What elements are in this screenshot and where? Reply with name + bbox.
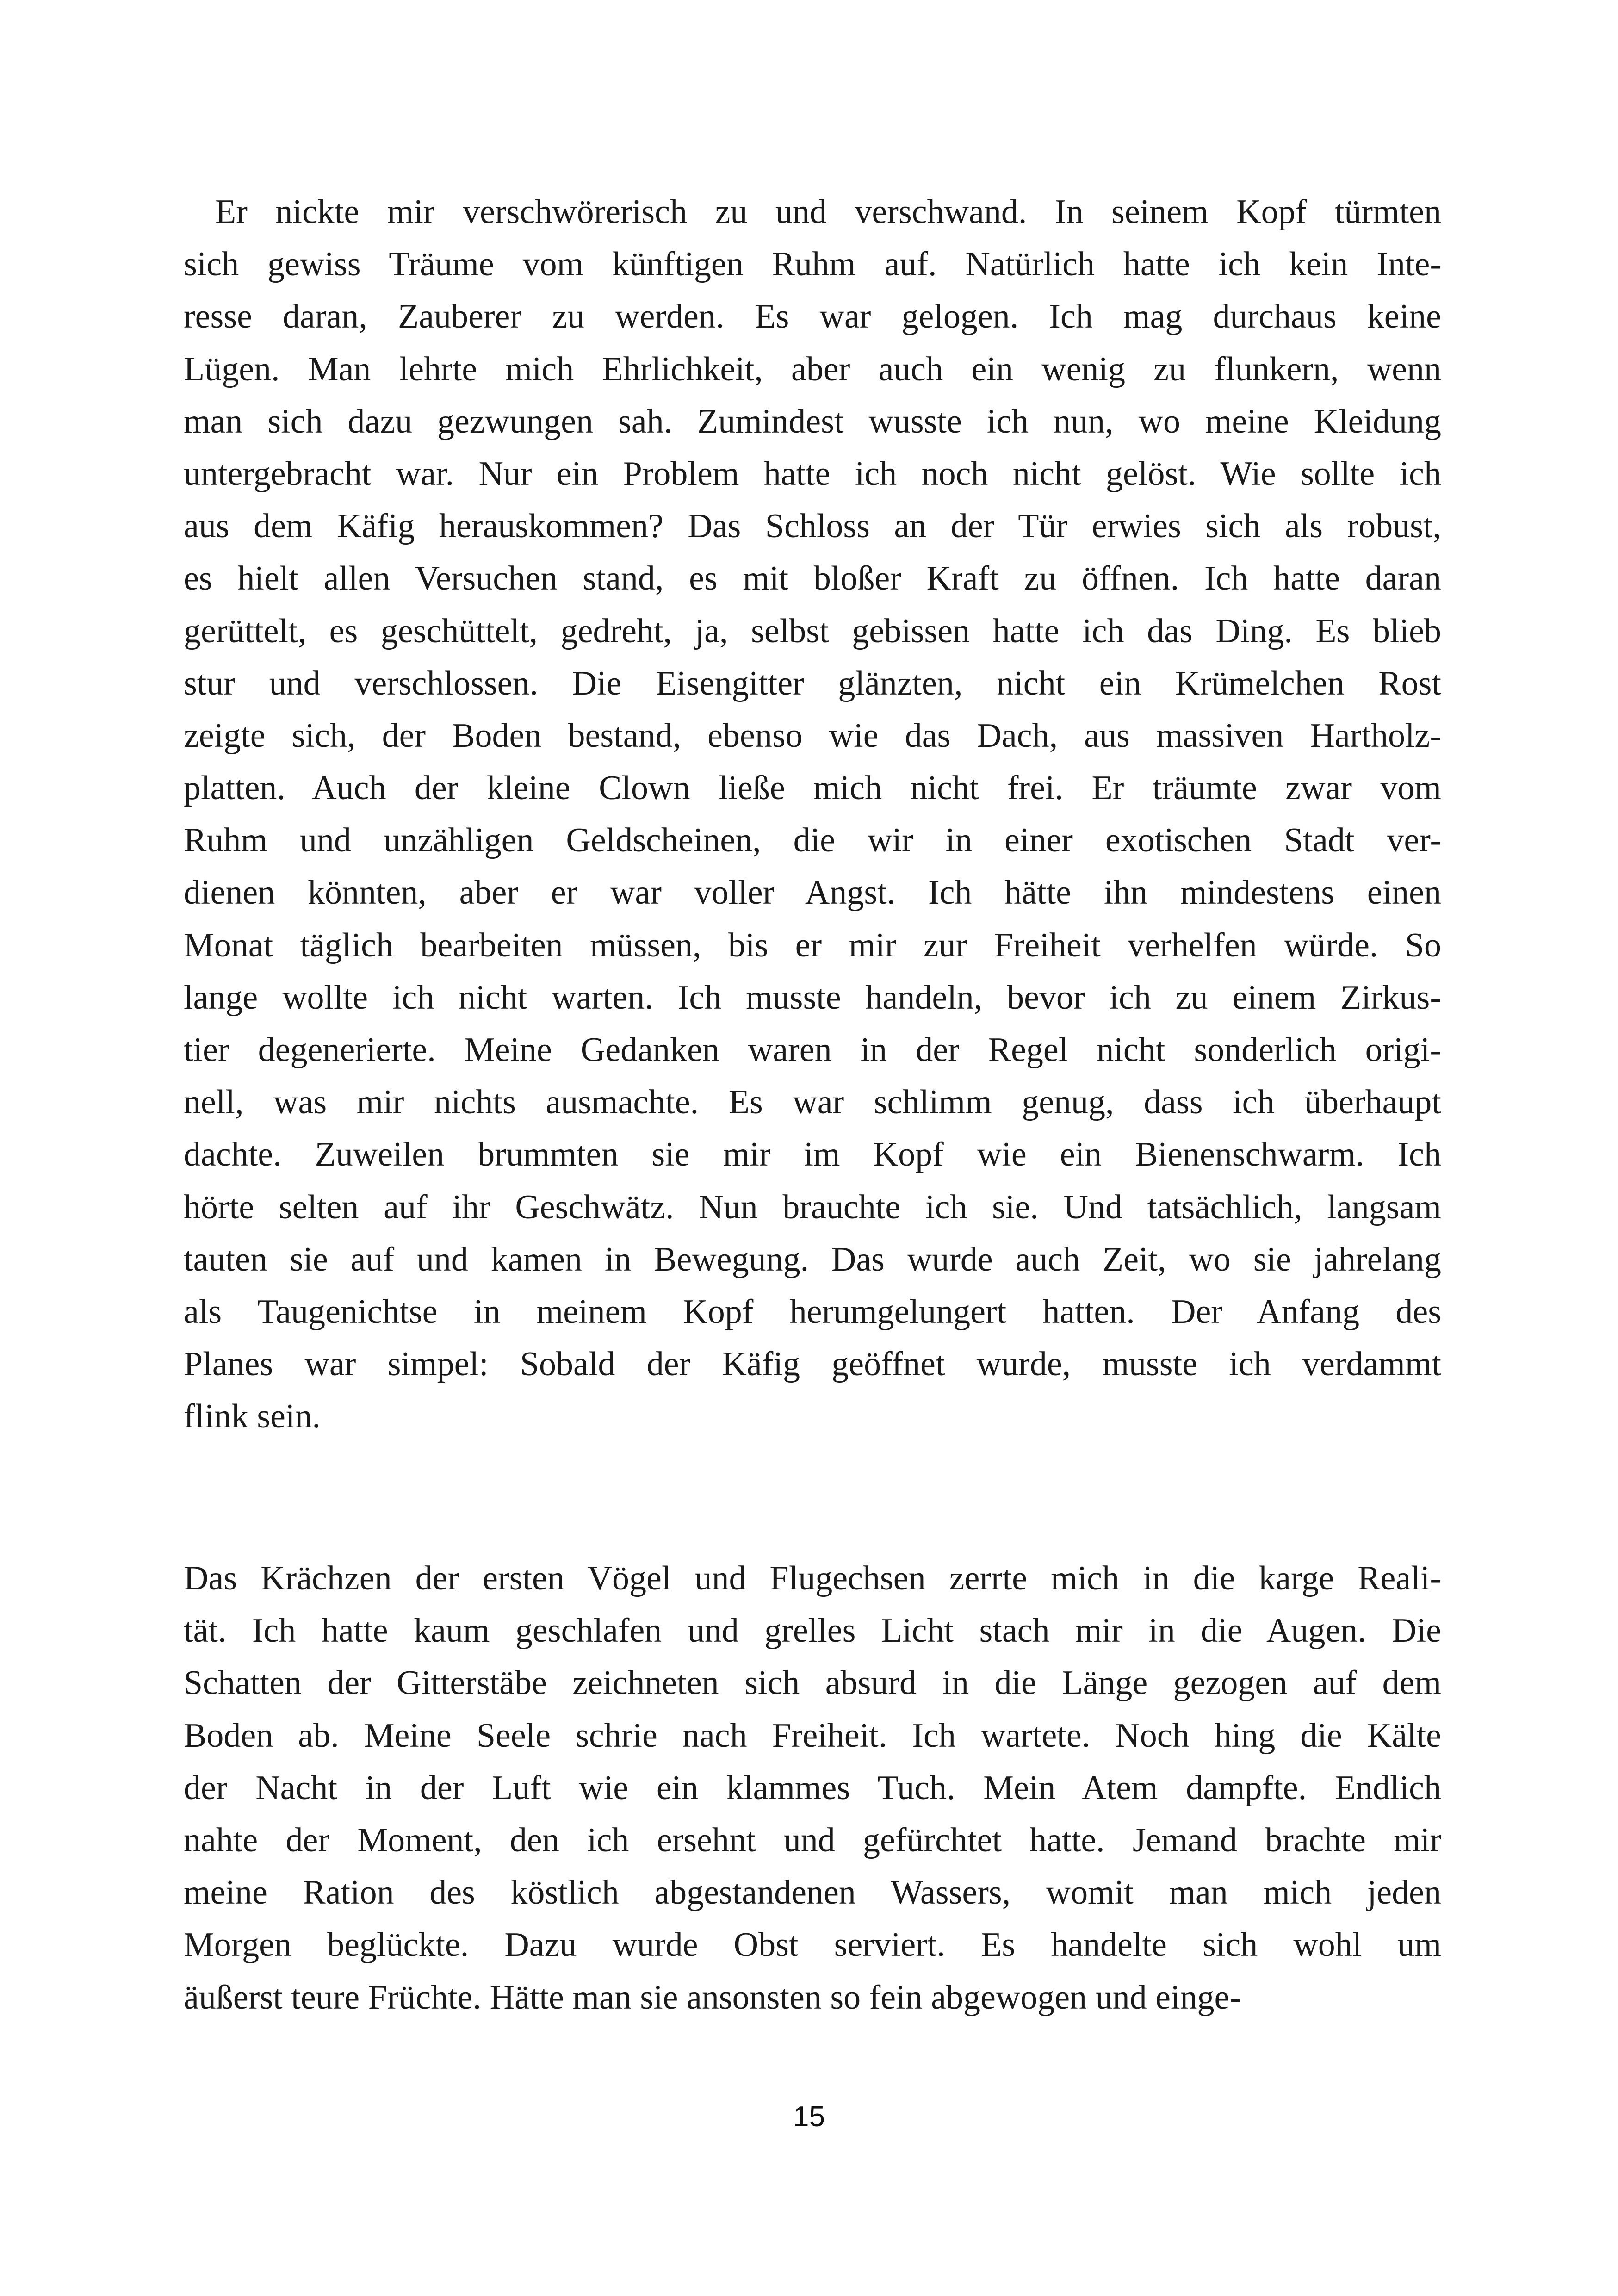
text-line: gerüttelt, es geschüttelt, gedreht, ja, selbst gebissen hatte ich das Ding. Es blieb [184,612,1441,650]
text-line: Monat täglich bearbeiten müssen, bis er mir zur Freiheit verhelfen würde. So [184,926,1441,964]
text-line: resse daran, Zauberer zu werden. Es war gelogen. Ich mag durchaus keine [184,298,1441,336]
text-line: Planes war simpel: Sobald der Käfig geöffnet wurde, musste ich verdammt [184,1345,1441,1384]
text-line: es hielt allen Versuchen stand, es mit bloßer Kraft zu öffnen. Ich hatte daran [184,559,1441,598]
text-line: dachte. Zuweilen brummten sie mir im Kopf wie ein Bienenschwarm. Ich [184,1136,1441,1174]
page-number: 15 [793,2101,825,2133]
text-line: Schatten der Gitterstäbe zeichneten sich absurd in die Länge gezogen auf dem [184,1664,1441,1702]
text-line: nell, was mir nichts ausmachte. Es war schlimm genug, dass ich überhaupt [184,1083,1441,1122]
text-line: lange wollte ich nicht warten. Ich musste handeln, bevor ich zu einem Zirkus- [184,978,1441,1017]
text-line: der Nacht in der Luft wie ein klammes Tuch. Mein Atem dampfte. Endlich [184,1769,1441,1807]
text-line: platten. Auch der kleine Clown ließe mich nicht frei. Er träumte zwar vom [184,769,1441,807]
text-line: aus dem Käfig herauskommen? Das Schloss an der Tür erwies sich als robust, [184,507,1441,546]
text-line: stur und verschlossen. Die Eisengitter glänzten, nicht ein Krümelchen Rost [184,664,1441,702]
text-line: Lügen. Man lehrte mich Ehrlichkeit, aber auch ein wenig zu flunkern, wenn [184,350,1441,388]
text-line: äußerst teure Früchte. Hätte man sie ansonsten so fein abgewogen und einge- [184,1978,1241,2017]
text-line: flink sein. [184,1397,321,1436]
text-line: zeigte sich, der Boden bestand, ebenso wie das Dach, aus massiven Hartholz- [184,716,1441,755]
paragraph-2 [184,1552,1441,2024]
text-line: tät. Ich hatte kaum geschlafen und grelles Licht stach mir in die Augen. Die [184,1612,1441,1650]
text-line: untergebracht war. Nur ein Problem hatte ich noch nicht gelöst. Wie sollte ich [184,454,1441,493]
text-line: sich gewiss Träume vom künftigen Ruhm auf. Natürlich hatte ich kein Inte- [184,245,1441,284]
text-line: man sich dazu gezwungen sah. Zumindest wusste ich nun, wo meine Kleidung [184,402,1441,441]
text-line: Ruhm und unzähligen Geldscheinen, die wir in einer exotischen Stadt ver- [184,821,1441,860]
text-line: als Taugenichtse in meinem Kopf herumgelungert hatten. Der Anfang des [184,1292,1441,1331]
text-line: hörte selten auf ihr Geschwätz. Nun brauchte ich sie. Und tatsächlich, langsam [184,1188,1441,1226]
text-line: dienen könnten, aber er war voller Angst. Ich hätte ihn mindestens einen [184,874,1441,912]
text-line: meine Ration des köstlich abgestandenen Wassers, womit man mich jeden [184,1874,1441,1912]
paragraph-1 [184,186,1441,1443]
text-line: Boden ab. Meine Seele schrie nach Freiheit. Ich wartete. Noch hing die Kälte [184,1716,1441,1755]
text-line: Morgen beglückte. Dazu wurde Obst serviert. Es handelte sich wohl um [184,1926,1441,1964]
text-line: tauten sie auf und kamen in Bewegung. Das wurde auch Zeit, wo sie jahrelang [184,1240,1441,1278]
text-line: tier degenerierte. Meine Gedanken waren in der Regel nicht sonderlich origi- [184,1031,1441,1069]
text-line: Er nickte mir verschwörerisch zu und verschwand. In seinem Kopf türmten [215,193,1441,231]
text-line: nahte der Moment, den ich ersehnt und gefürchtet hatte. Jemand brachte mir [184,1821,1441,1859]
text-line: Das Krächzen der ersten Vögel und Flugechsen zerrte mich in die karge Reali- [184,1559,1441,1597]
